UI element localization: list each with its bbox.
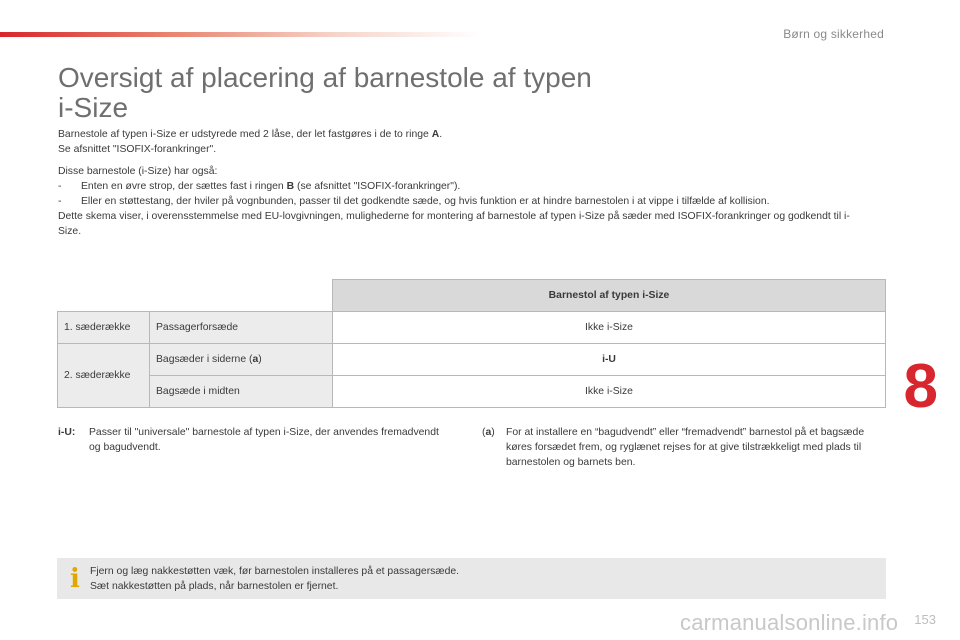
paren-close: ) [491,427,495,438]
info-line-1: Fjern og læg nakkestøtten væk, før barnestolen installeres på et passagersæde. [90,566,460,577]
bullet-dash: - [58,196,62,207]
intro-paragraph-3: Disse barnestole (i-Size) har også: [58,166,218,177]
header-accent-bar [0,32,480,37]
isize-placement-table [57,279,886,408]
bullet-1-start: Enten en øvre strop, der sættes fast i ringen [81,181,287,192]
seat-value-bold: i-U [602,354,616,365]
row-label: 2. sæderække [58,344,150,408]
bullet-1-text [81,179,858,194]
seat-position [150,344,333,376]
seat-position-close: ) [258,354,262,365]
bullet-2-text: Eller en støttestang, der hviler på vognbunden, passer til det godkendte sæde, og hvis funktion er at hindre barnestolen i at vippe i tilfælde af kollision. [81,196,770,207]
info-text [90,564,870,594]
ring-a-label: A [431,129,440,140]
seat-value [333,344,886,376]
iu-text: Passer til "universale" barnestole af typen i-Size, der anvendes fremadvendt og bagudvendt. [89,427,439,453]
section-label: Børn og sikkerhed [783,27,884,41]
footnote-ref-a: a [252,354,259,365]
table-row [58,376,886,408]
chapter-number: 8 [903,352,938,421]
seat-position: Passagerforsæde [150,312,333,344]
bullet-1-end: (se afsnittet "ISOFIX-forankringer"). [294,181,461,192]
info-icon: i [70,564,80,594]
table-empty-corner [58,280,333,312]
title-line-1: Oversigt af placering af barnestole af typen [58,62,592,93]
table-header: Barnestol af typen i-Size [333,280,886,312]
watermark: carmanualsonline.info [680,610,899,635]
title-line-2: i-Size [58,92,129,123]
table-header-row [58,280,886,312]
intro-p1-text: Barnestole af typen i-Size er udstyrede med 2 låse, der let fastgøres i de to ringe [58,129,432,140]
ring-b-label: B [286,181,295,192]
bullet-dash: - [58,181,62,192]
paren-open: ( [482,427,486,438]
seat-position: Bagsæde i midten [150,376,333,408]
bullet-1 [58,179,858,194]
intro-paragraph-1 [58,127,858,142]
seat-value: Ikke i-Size [333,312,886,344]
page-title [58,63,698,123]
iu-key: i-U: [58,427,76,438]
footnote-a-letter: a [485,427,492,438]
iu-legend [58,425,453,455]
table-row [58,344,886,376]
table-row [58,312,886,344]
seat-position-text: Bagsæder i siderne ( [156,354,253,365]
intro-paragraph-4: Dette skema viser, i overensstemmelse med EU-lovgivningen, mulighederne for montering af barnestole af typen i-Size på sæder med ISOFIX-forankringer og godkendt til i-Size. [58,211,850,237]
intro-p1-end: . [439,129,443,140]
footnote-a [482,425,868,470]
intro-paragraph-2: Se afsnittet "ISOFIX-forankringer". [58,144,217,155]
bullet-2 [58,194,858,209]
info-box [57,558,886,599]
footnote-a-text: For at installere en “bagudvendt” eller “fremadvendt” barnestol på et bagsæde køres forsædet frem, og ryglænet rejses for at give tilstrækkeligt med plads til barnestolen og barnets ben. [506,427,865,468]
info-line-2: Sæt nakkestøtten på plads, når barnestolen er fjernet. [90,581,339,592]
intro-text [58,127,858,239]
footnote-a-key [482,425,506,470]
seat-value: Ikke i-Size [333,376,886,408]
page-number: 153 [914,612,936,627]
row-label: 1. sæderække [58,312,150,344]
